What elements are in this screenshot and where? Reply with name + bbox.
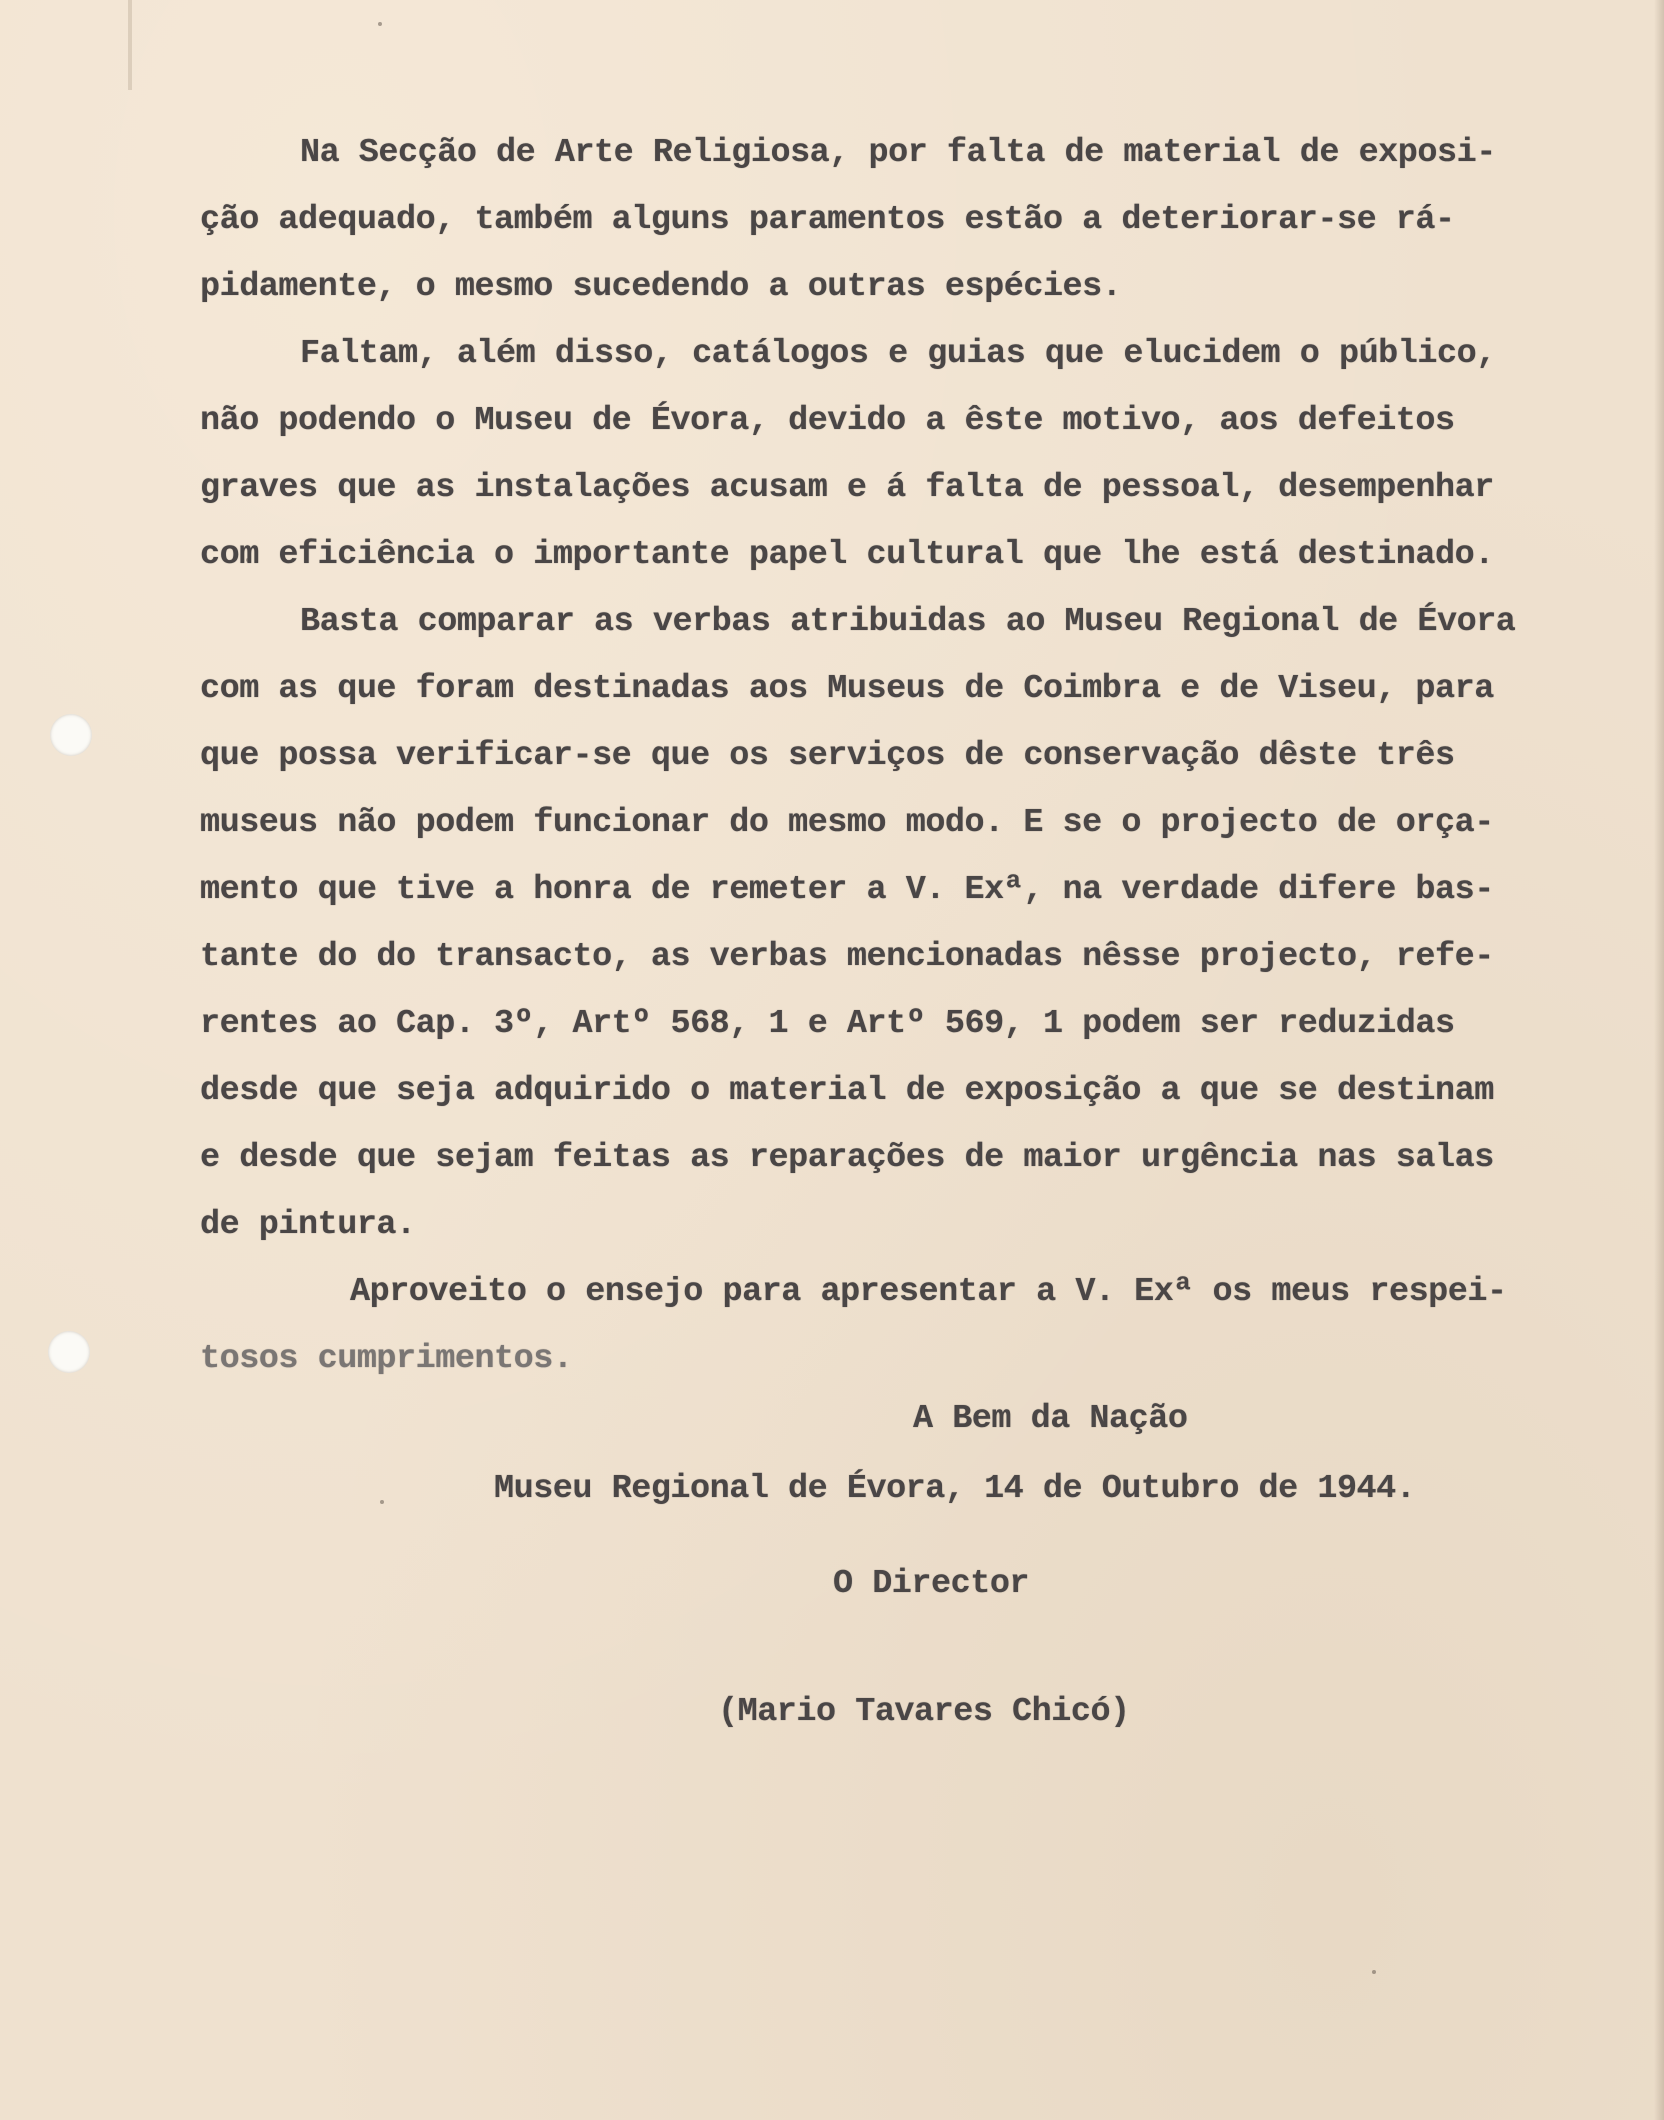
place-date: Museu Regional de Évora, 14 de Outubro de 1944. bbox=[494, 1470, 1416, 1508]
paragraph-2-line: não podendo o Museu de Évora, devido a êste motivo, aos defeitos bbox=[200, 402, 1455, 440]
paragraph-1-line: Na Secção de Arte Religiosa, por falta de material de exposi- bbox=[300, 134, 1496, 172]
paper-speck bbox=[1372, 1970, 1376, 1974]
paragraph-1-line: pidamente, o mesmo sucedendo a outras espécies. bbox=[200, 268, 1122, 306]
paragraph-3-line: que possa verificar-se que os serviços de conservação dêste três bbox=[200, 737, 1455, 775]
paragraph-2-line: graves que as instalações acusam e á falta de pessoal, desempenhar bbox=[200, 469, 1494, 507]
paragraph-3-line: e desde que sejam feitas as reparações de maior urgência nas salas bbox=[200, 1139, 1494, 1177]
paper-speck bbox=[380, 1500, 384, 1504]
signatory-role: O Director bbox=[833, 1565, 1030, 1603]
paper-speck bbox=[378, 22, 382, 26]
paper-crease bbox=[128, 0, 132, 90]
paragraph-2-line: Faltam, além disso, catálogos e guias que elucidem o público, bbox=[300, 335, 1496, 373]
paragraph-3-line: Basta comparar as verbas atribuidas ao Museu Regional de Évora bbox=[300, 603, 1516, 641]
paragraph-2-line: com eficiência o importante papel cultural que lhe está destinado. bbox=[200, 536, 1494, 574]
letter-body bbox=[200, 120, 1630, 1393]
paragraph-4-line: Aproveito o ensejo para apresentar a V. Exª os meus respei- bbox=[350, 1273, 1507, 1311]
paragraph-4-line: tosos cumprimentos. bbox=[200, 1340, 573, 1378]
paragraph-3-line: mento que tive a honra de remeter a V. Exª, na verdade difere bas- bbox=[200, 871, 1494, 909]
paragraph-3-line: rentes ao Cap. 3º, Artº 568, 1 e Artº 569, 1 podem ser reduzidas bbox=[200, 1005, 1455, 1043]
paragraph-1-line: ção adequado, também alguns paramentos estão a deteriorar-se rá- bbox=[200, 201, 1455, 239]
salutation: A Bem da Nação bbox=[913, 1400, 1188, 1438]
paragraph-3-line: desde que seja adquirido o material de exposição a que se destinam bbox=[200, 1072, 1494, 1110]
paragraph-3-line: com as que foram destinadas aos Museus de Coimbra e de Viseu, para bbox=[200, 670, 1494, 708]
paragraph-3-line: tante do do transacto, as verbas mencionadas nêsse projecto, refe- bbox=[200, 938, 1494, 976]
punch-hole bbox=[48, 1331, 90, 1373]
page-edge-shadow bbox=[1654, 0, 1664, 2120]
paragraph-3-line: de pintura. bbox=[200, 1206, 416, 1244]
paragraph-3-line: museus não podem funcionar do mesmo modo. E se o projecto de orça- bbox=[200, 804, 1494, 842]
signatory-name: (Mario Tavares Chicó) bbox=[718, 1693, 1130, 1731]
punch-hole bbox=[50, 714, 92, 756]
